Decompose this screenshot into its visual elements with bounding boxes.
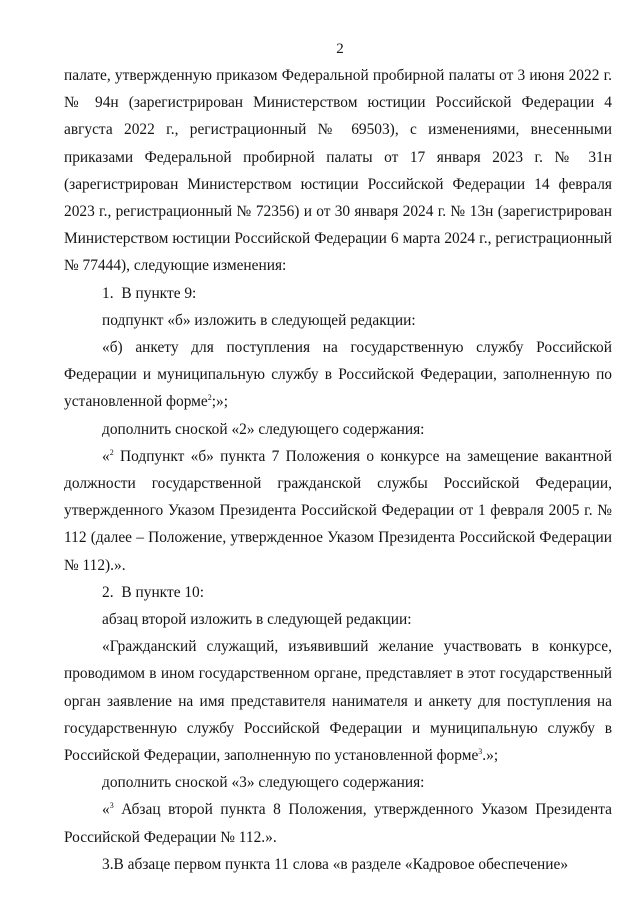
item-3 <box>64 851 612 878</box>
item-1-footnote <box>64 443 612 579</box>
footnote-ref-3: 3 <box>478 747 483 757</box>
item-2-quote <box>64 633 612 769</box>
item-2-instruction: абзац второй изложить в следующей редакции: <box>102 611 412 629</box>
item-1-number: 1. <box>102 284 114 302</box>
footnote-mark-3: 3 <box>109 801 114 811</box>
document-body <box>64 62 612 878</box>
footnote-ref-2: 2 <box>207 393 212 403</box>
item-2-heading <box>64 579 612 606</box>
item-3-number: 3. <box>102 855 114 873</box>
item-2-quote-text: «Гражданский служащий, изъявивший желание участвовать в конкурсе, проводимом в ином государственном органе, представляет в этот государственный орган заявление на имя представителя нанимателя и анкету для поступления на государственную службу Российской Федерации и муниципальную службу в Российской Федерации, заполненную по установленной форме <box>64 638 612 765</box>
item-2-heading-text: В пункте 10: <box>121 583 205 601</box>
item-1-heading <box>64 280 612 307</box>
item-3-text: В абзаце первом пункта 11 слова «в разделе «Кадровое обеспечение» <box>113 855 569 873</box>
item-2-quote-end: .»; <box>482 747 499 765</box>
item-1-quote-end: ;»; <box>211 393 228 411</box>
item-2-footnote-open: « <box>102 801 110 819</box>
item-1-footnote-open: « <box>102 447 110 465</box>
item-1-footnote-intro: дополнить сноской «2» следующего содержания: <box>102 420 425 438</box>
item-2-footnote-intro: дополнить сноской «3» следующего содержания: <box>102 774 425 792</box>
footnote-mark-2: 2 <box>109 447 114 457</box>
item-2-footnote-text: Абзац второй пункта 8 Положения, утвержденного Указом Президента Российской Федерации № 112.». <box>64 801 612 846</box>
item-2-footnote <box>64 796 612 850</box>
item-1-heading-text: В пункте 9: <box>121 284 197 302</box>
item-1-footnote-text: Подпункт «б» пункта 7 Положения о конкурсе на замещение вакантной должности государственной гражданской службы Российской Федерации, утвержденного Указом Президента Российской Федерации от 1 февраля 2005 г. № 112 (далее – Положение, утвержденное Указом Президента Российской Федерации № 112).». <box>64 447 612 574</box>
item-1-quote <box>64 334 612 416</box>
item-1-quote-text: «б) анкету для поступления на государственную службу Российской Федерации и муниципальную службу в Российской Федерации, заполненную по установленной форме <box>64 339 612 411</box>
item-1-instruction: подпункт «б» изложить в следующей редакции: <box>102 311 416 329</box>
item-2-number: 2. <box>102 583 114 601</box>
page-number: 2 <box>336 41 344 57</box>
intro-paragraph: палате, утвержденную приказом Федеральной пробирной палаты от 3 июня 2022 г. № 94н (зарегистрирован Министерством юстиции Российской Федерации 4 августа 2022 г., регистрационный № 69503), с изменениями, внесенными приказами Федеральной пробирной палаты от 17 января 2023 г. № 31н (зарегистрирован Министерством юстиции Российской Федерации 14 февраля 2023 г., регистрационный № 72356) и от 30 января 2024 г. № 13н (зарегистрирован Министерством юстиции Российской Федерации 6 марта 2024 г., регистрационный № 77444), следующие изменения: <box>64 67 612 275</box>
